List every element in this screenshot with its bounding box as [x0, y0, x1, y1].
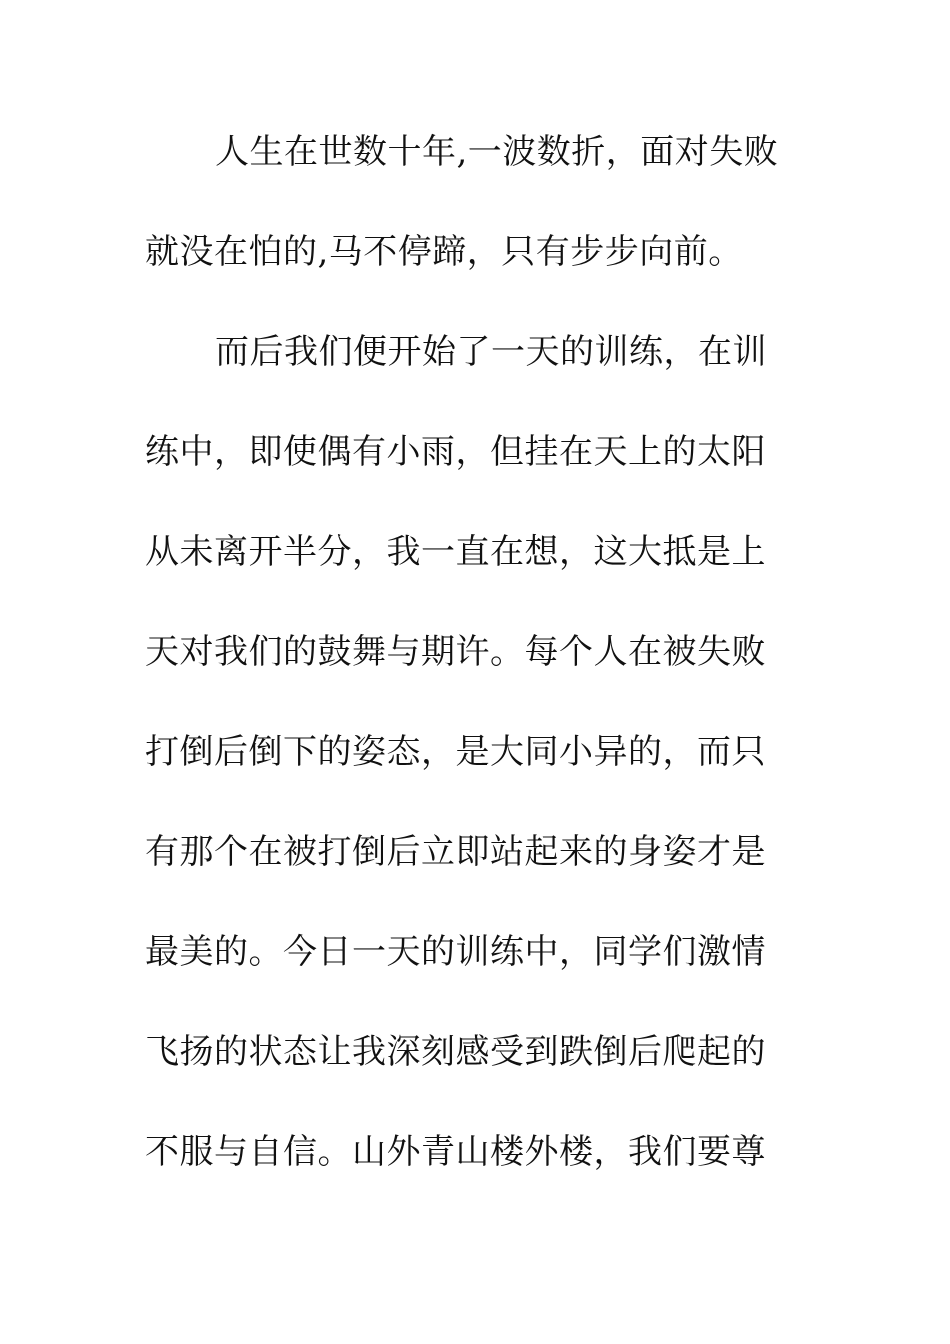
text-line: 飞扬的状态让我深刻感受到跌倒后爬起的 [145, 1032, 766, 1072]
text-line: 而后我们便开始了一天的训练，在训 [215, 332, 767, 372]
text-line: 有那个在被打倒后立即站起来的身姿才是 [145, 832, 766, 872]
text-line: 人生在世数十年,一波数折，面对失败 [215, 132, 779, 172]
text-line: 就没在怕的,马不停蹄，只有步步向前。 [145, 232, 743, 272]
text-line: 从未离开半分，我一直在想，这大抵是上 [145, 532, 766, 572]
text-line: 天对我们的鼓舞与期许。每个人在被失败 [145, 632, 766, 672]
text-line: 练中，即使偶有小雨，但挂在天上的太阳 [145, 432, 766, 472]
text-line: 打倒后倒下的姿态，是大同小异的，而只 [145, 732, 766, 772]
text-line: 最美的。今日一天的训练中，同学们激情 [145, 932, 766, 972]
text-line: 不服与自信。山外青山楼外楼，我们要尊 [145, 1132, 766, 1172]
